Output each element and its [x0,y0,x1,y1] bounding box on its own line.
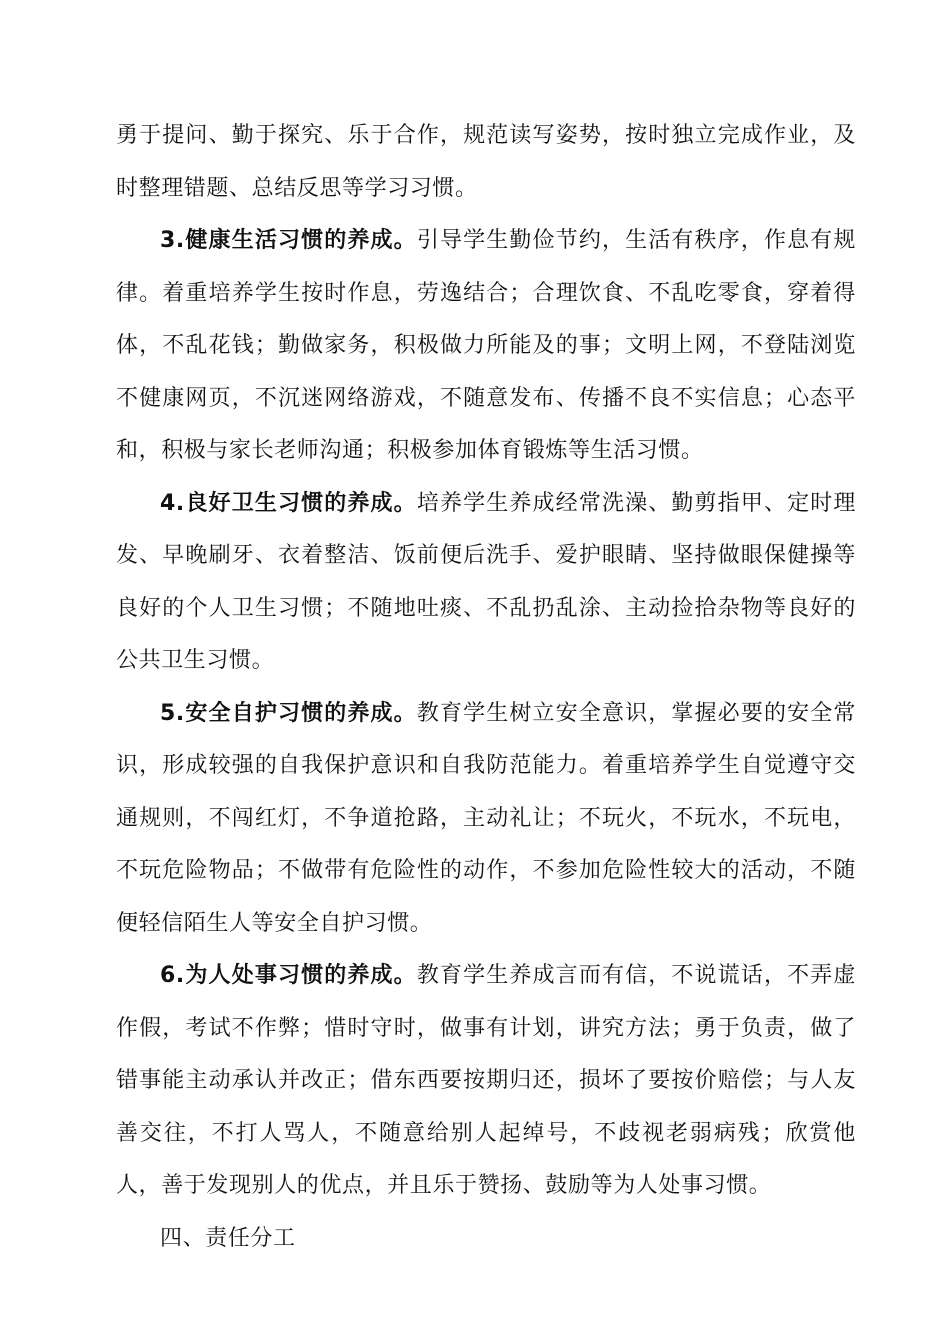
paragraph-lead: 5.安全自护习惯的养成。 [160,700,417,726]
paragraph-text: 培养学生养成经常洗澡、勤剪指甲、定时理发、早晚刷牙、衣着整洁、饭前便后洗手、爱护眼睛、坚持做眼保健操等良好的个人卫生习惯；不随地吐痰、不乱扔乱涂、主动捡拾杂物等良好的公共卫生习惯。 [116,490,856,673]
paragraph-lead: 3.健康生活习惯的养成。 [160,228,417,253]
paragraph-text: 教育学生养成言而有信，不说谎话，不弄虚作假，考试不作弊；惜时守时，做事有计划，讲究方法；勇于负责，做了错事能主动承认并改正；借东西要按期归还，损坏了要按价赔偿；与人友善交往，不打人骂人，不随意给别人起绰号，不歧视老弱病残；欣赏他人，善于发现别人的优点，并且乐于赞扬、鼓励等为人处事习惯。 [116,963,856,1198]
paragraph-conduct-habits [116,950,856,1213]
paragraph-text: 引导学生勤俭节约，生活有秩序，作息有规律。着重培养学生按时作息，劳逸结合；合理饮食、不乱吃零食，穿着得体，不乱花钱；勤做家务，积极做力所能及的事；文明上网，不登陆浏览不健康网页，不沉迷网络游戏，不随意发布、传播不良不实信息；心态平和，积极与家长老师沟通；积极参加体育锻炼等生活习惯。 [116,228,856,463]
paragraph-lead: 6.为人处事习惯的养成。 [160,963,417,988]
paragraph-text: 教育学生树立安全意识，掌握必要的安全常识，形成较强的自我保护意识和自我防范能力。着重培养学生自觉遵守交通规则，不闯红灯，不争道抢路，主动礼让；不玩火，不玩水，不玩电，不玩危险物品；不做带有危险性的动作，不参加危险性较大的活动，不随便轻信陌生人等安全自护习惯。 [116,700,856,936]
paragraph-lead: 4.良好卫生习惯的养成。 [160,490,417,516]
document-page [116,110,856,1265]
paragraph-healthy-living-habits [116,215,856,478]
paragraph-hygiene-habits [116,478,856,688]
section-heading: 四、责任分工 [160,1225,296,1251]
paragraph-text: 勇于提问、勤于探究、乐于合作，规范读写姿势，按时独立完成作业，及时整理错题、总结反思等学习习惯。 [116,123,856,201]
paragraph-safety-habits [116,688,856,951]
paragraph-learning-habits-continued [116,110,856,215]
